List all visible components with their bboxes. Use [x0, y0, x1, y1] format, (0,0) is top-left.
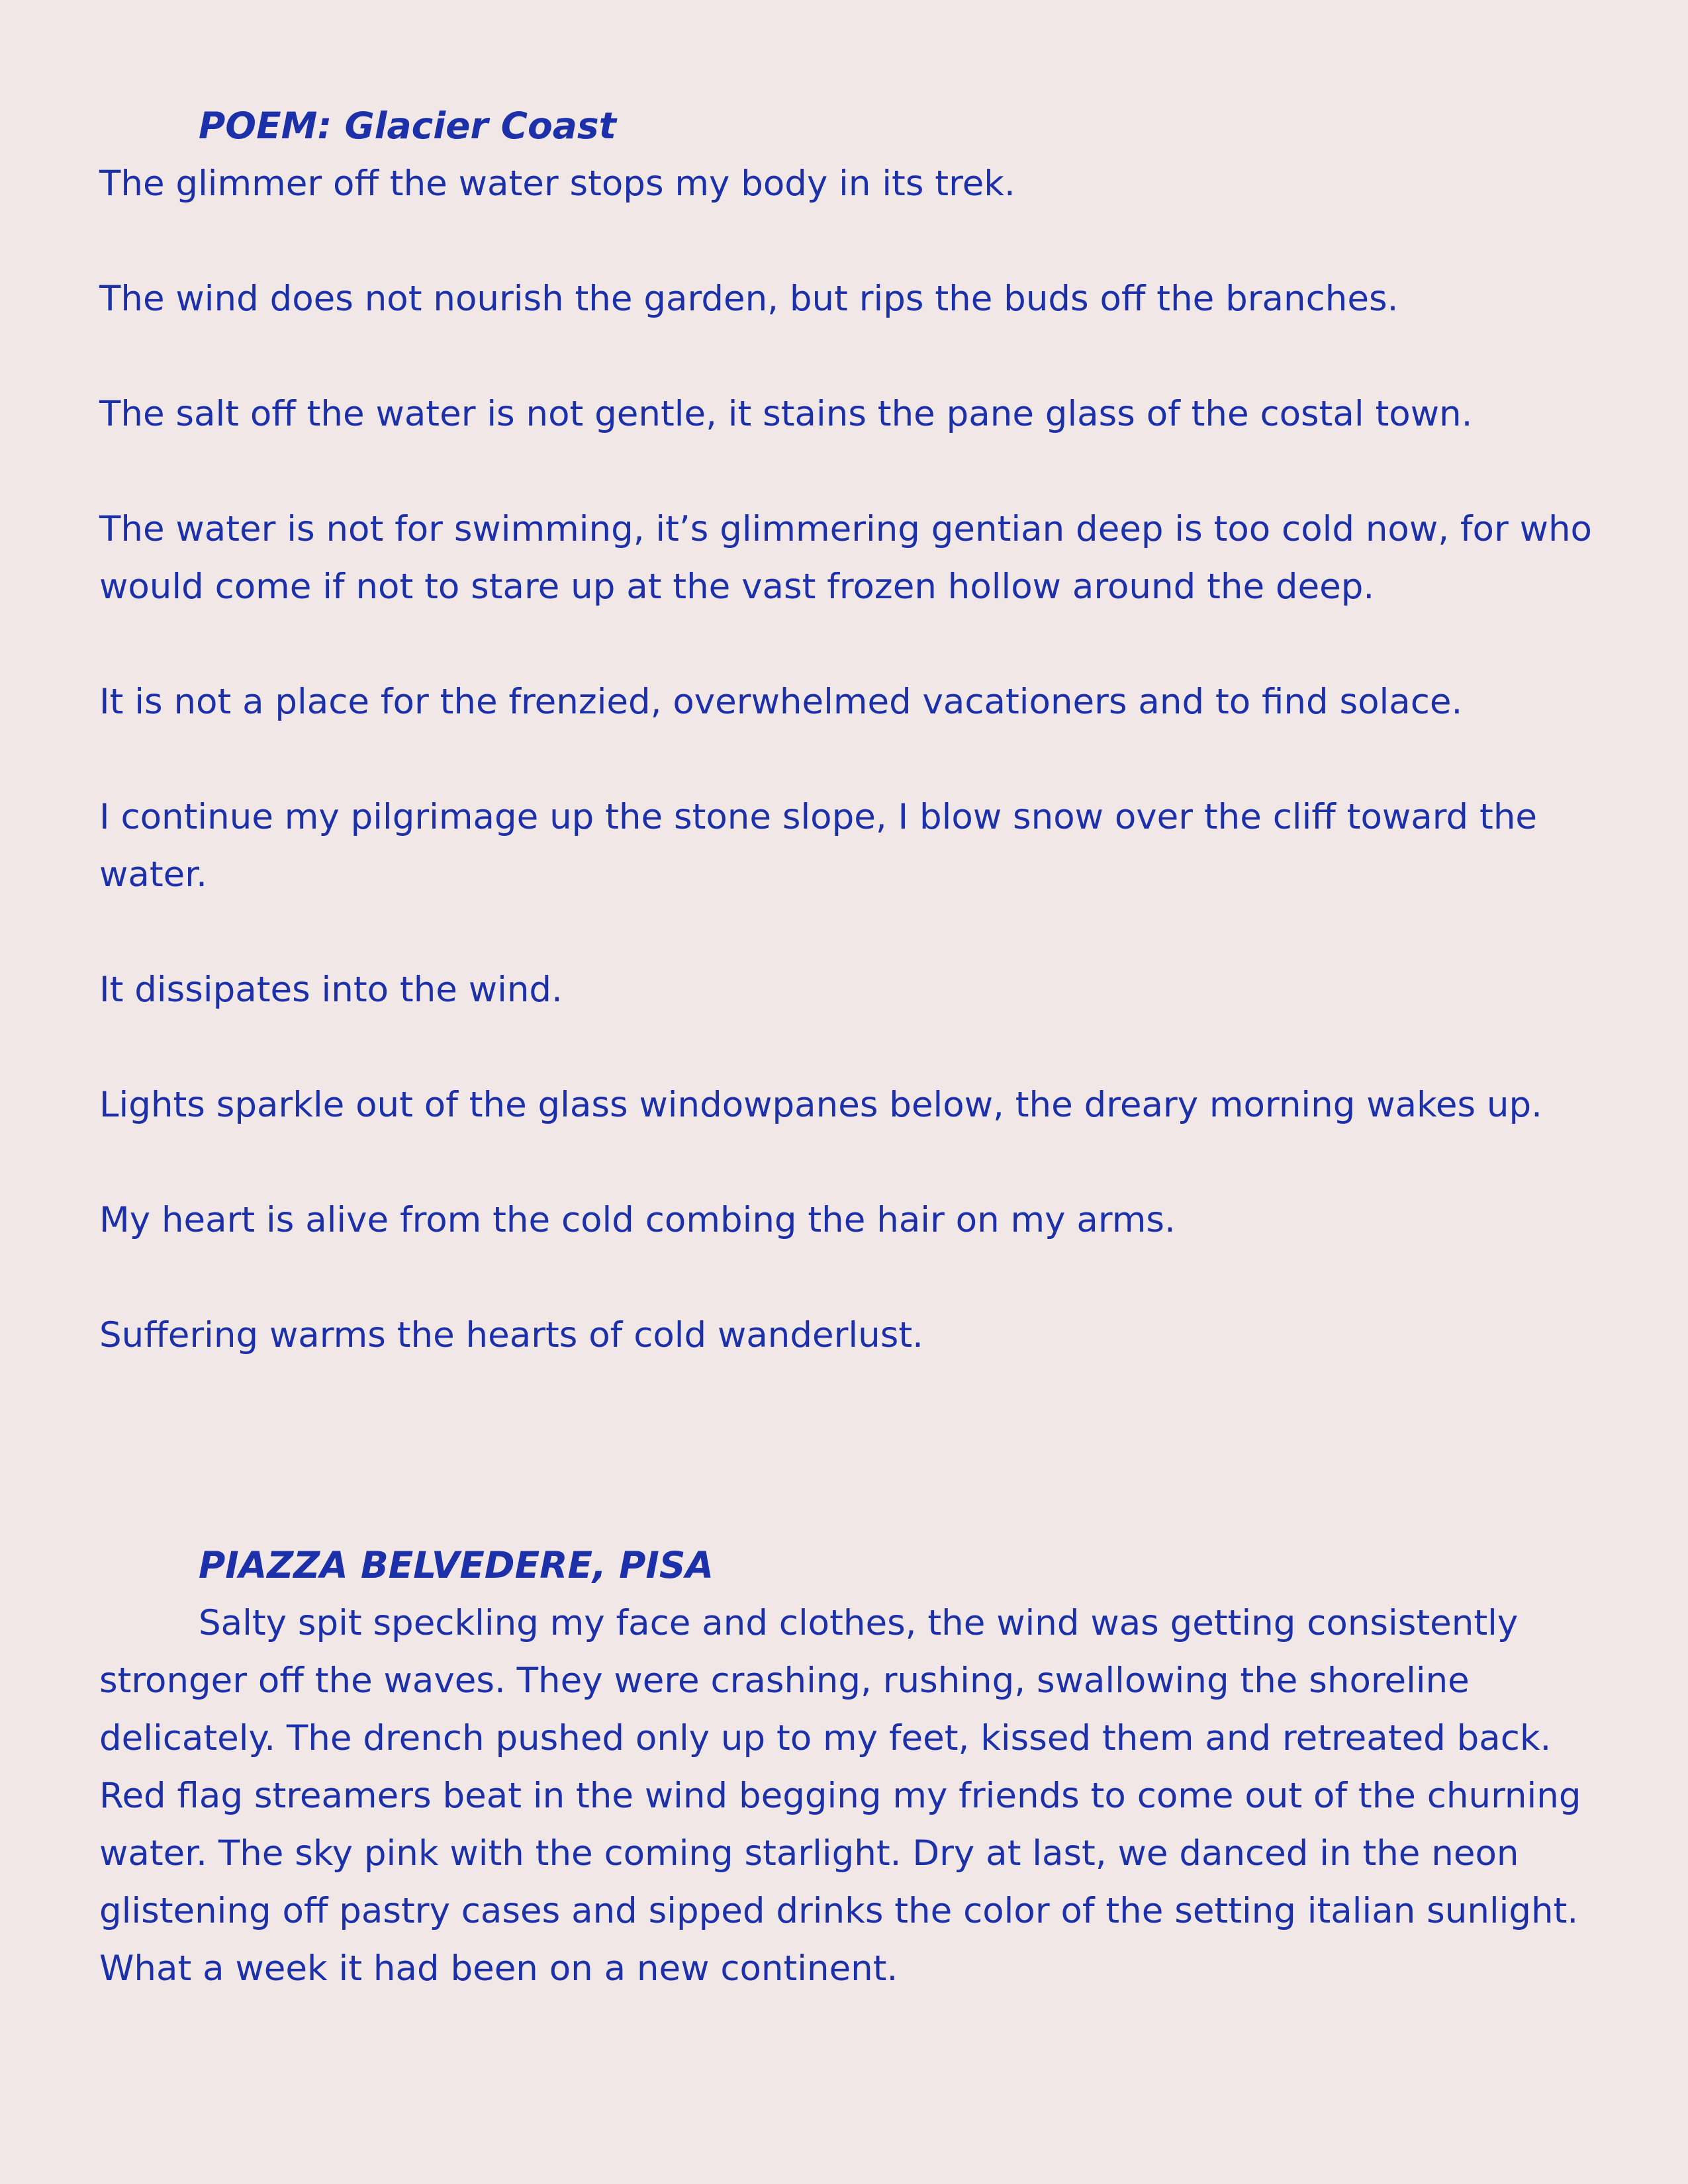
poem-stanza: The glimmer off the water stops my body in its trek. [99, 163, 1015, 204]
poem-stanza: The water is not for swimming, it’s glimmering gentian deep is too cold now, for who would come if not to stare up at the vast frozen hollow around the deep. [99, 509, 1592, 607]
story-paragraph: Salty spit speckling my face and clothes, the wind was getting consistently stronger off the waves. They were crashing, rushing, swallowing the shoreline delicately. The drench pushed only up to my feet, kissed them and retreated back. Red flag streamers beat in the wind begging my friends to come out of the churning water. The sky pink with the coming starlight. Dry at last, we danced in the neon glistening off pastry cases and sipped drinks the color of the setting italian sunlight. What a week it had been on a new continent. [99, 1603, 1581, 1989]
poem-stanza: It dissipates into the wind. [99, 970, 563, 1010]
poem-stanza: The wind does not nourish the garden, but rips the buds off the branches. [99, 279, 1399, 319]
poem-stanza: My heart is alive from the cold combing the hair on my arms. [99, 1200, 1176, 1240]
poem-stanza: Lights sparkle out of the glass windowpanes below, the dreary morning wakes up. [99, 1085, 1543, 1125]
poem-stanza: I continue my pilgrimage up the stone slope, I blow snow over the cliff toward the water. [99, 797, 1538, 895]
poem-title: POEM: Glacier Coast [199, 105, 616, 147]
poem-stanza: It is not a place for the frenzied, overwhelmed vacationers and to find solace. [99, 682, 1463, 722]
poem-stanza: The salt off the water is not gentle, it stains the pane glass of the costal town. [99, 394, 1473, 434]
poem-section [99, 97, 1595, 1364]
story-title: PIAZZA BELVEDERE, PISA [199, 1544, 714, 1586]
story-section [99, 1537, 1595, 1997]
poem-stanza: Suffering warms the hearts of cold wanderlust. [99, 1315, 923, 1355]
